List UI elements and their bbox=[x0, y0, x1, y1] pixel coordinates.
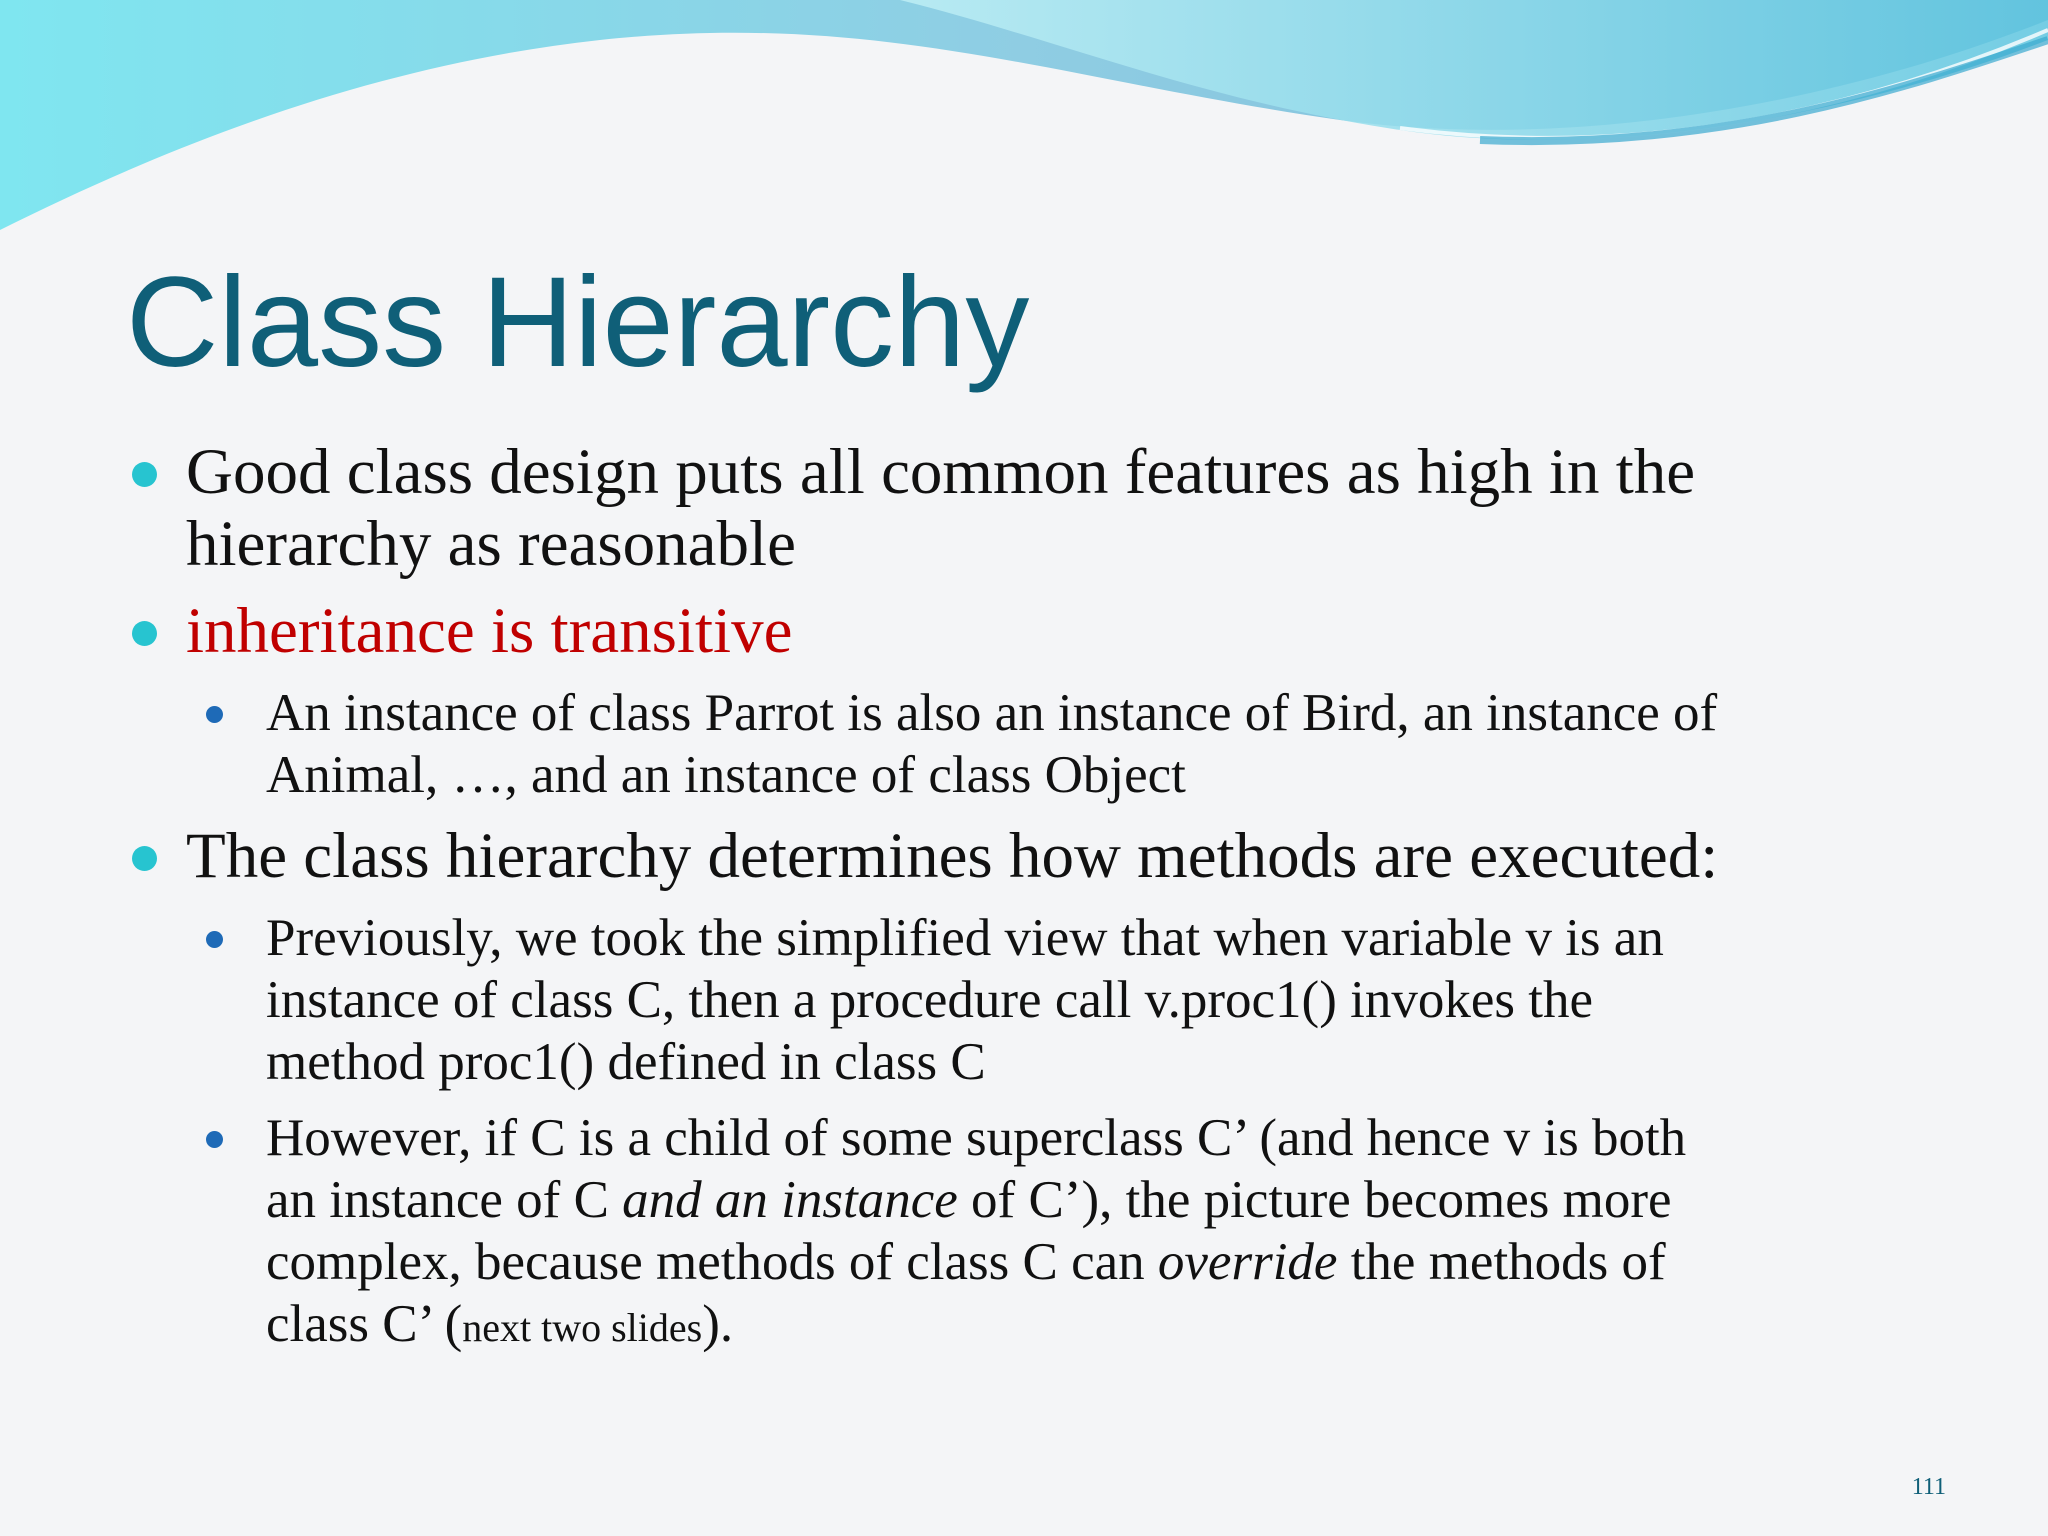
bullet-text-line: hierarchy as reasonable bbox=[186, 508, 796, 580]
slide-body bbox=[126, 436, 2006, 1373]
text-segment: complex, because methods of class C can bbox=[266, 1233, 1158, 1291]
text-segment: ). bbox=[702, 1295, 734, 1353]
subbullet-previously bbox=[206, 907, 2006, 1093]
bullet-dot-icon bbox=[132, 462, 157, 487]
bullet-good-class-design bbox=[126, 436, 2006, 580]
text-segment: an instance of C bbox=[266, 1171, 623, 1229]
bullet-inheritance-transitive bbox=[126, 595, 2006, 667]
subbullet-dot-icon bbox=[206, 706, 223, 723]
bullet-text-line: instance of class C, then a procedure call v.proc1() invokes the bbox=[266, 971, 1593, 1029]
bullet-text-line: The class hierarchy determines how methods are executed: bbox=[186, 820, 1719, 892]
text-segment: class C’ ( bbox=[266, 1295, 463, 1353]
bullet-text-line bbox=[266, 1169, 2006, 1231]
bullet-dot-icon bbox=[132, 621, 157, 646]
text-segment: the methods of bbox=[1337, 1233, 1666, 1291]
bullet-dot-icon bbox=[132, 846, 157, 871]
subbullet-parrot-instance bbox=[206, 682, 2006, 806]
italic-text-segment: override bbox=[1157, 1233, 1338, 1291]
header-wave-decoration bbox=[0, 0, 2048, 240]
text-segment: of C’), the picture becomes more bbox=[957, 1171, 1672, 1229]
bullet-text-line: An instance of class Parrot is also an instance of Bird, an instance of bbox=[266, 684, 1718, 742]
page-number: 111 bbox=[1911, 1474, 1946, 1500]
bullet-text-line: However, if C is a child of some superclass C’ (and hence v is both bbox=[266, 1109, 1687, 1167]
subbullet-dot-icon bbox=[206, 931, 223, 948]
subbullet-dot-icon bbox=[206, 1131, 223, 1148]
bullet-text-line bbox=[266, 1231, 2006, 1293]
small-text-segment: next two slides bbox=[462, 1305, 703, 1350]
italic-text-segment: and an instance bbox=[622, 1171, 958, 1229]
subbullet-however bbox=[206, 1107, 2006, 1359]
slide-title: Class Hierarchy bbox=[126, 251, 1030, 394]
bullet-text-line: Good class design puts all common features as high in the bbox=[186, 436, 1696, 508]
bullet-text-line: inheritance is transitive bbox=[186, 595, 793, 667]
bullet-text-line bbox=[266, 1293, 2006, 1359]
bullet-class-hierarchy-methods bbox=[126, 820, 2006, 892]
bullet-text-line: Previously, we took the simplified view that when variable v is an bbox=[266, 909, 1664, 967]
bullet-text-line: method proc1() defined in class C bbox=[266, 1033, 986, 1091]
bullet-text-line: Animal, …, and an instance of class Object bbox=[266, 746, 1186, 804]
